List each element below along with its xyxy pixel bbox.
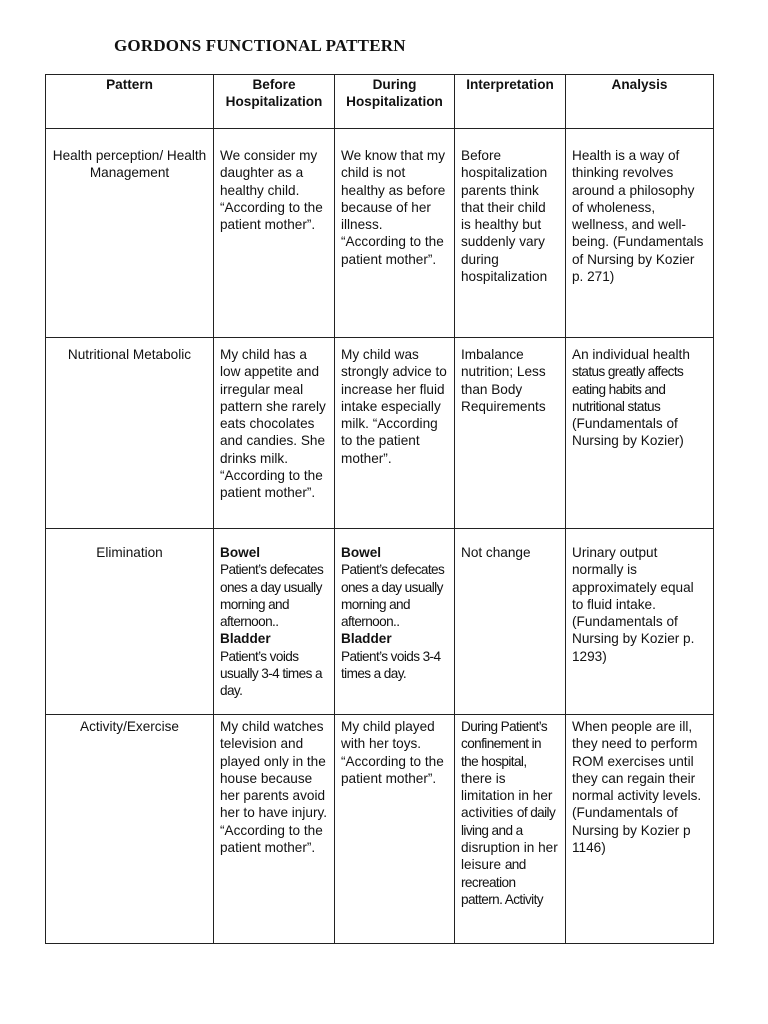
cell-during: We know that my child is not healthy as before because of her illness. “According to the patient mother”. [335,129,455,338]
document-title: GORDONS FUNCTIONAL PATTERN [114,36,406,55]
bladder-label: Bladder [220,631,271,647]
header-before-hospitalization: Before Hospitalization [214,75,335,129]
cell-pattern: Activity/Exercise [46,715,214,944]
cell-interpretation: Not change [455,529,566,715]
interpretation-text: of daily living and a [461,805,556,838]
header-during-hospitalization: During Hospitalization [335,75,455,129]
cell-before: My child has a low appetite and irregular meal pattern she rarely eats chocolates and candies. She drinks milk. “According to the patient mother”. [214,338,335,529]
table-header-row [46,75,714,129]
cell-pattern: Health perception/ Health Management [46,129,214,338]
bowel-text: Patient’s defecates ones a day usually morning and afternoon.. [341,562,445,630]
analysis-text: status greatly affects eating habits and nutritional status [572,364,684,414]
bladder-text: Patient’s voids usually 3-4 times a day. [220,648,322,699]
cell-analysis: When people are ill, they need to perform ROM exercises until they can regain their normal activity levels. (Fundamentals of Nursing by Kozier p 1146) [566,715,714,944]
cell-pattern: Elimination [46,529,214,715]
cell-during: My child was strongly advice to increase her fluid intake especially milk. “According to the patient mother”. [335,338,455,529]
cell-pattern: Nutritional Metabolic [46,338,214,529]
bladder-label: Bladder [341,631,392,647]
cell-analysis [566,338,714,529]
table-row [46,529,714,715]
interpretation-text: and recreation pattern. Activity [461,857,543,907]
bowel-text: Patient’s defecates ones a day usually morning and afternoon.. [220,562,324,630]
bowel-label: Bowel [341,545,382,560]
bladder-text: Patient’s voids 3-4 times a day. [341,648,441,682]
interpretation-text: disruption in her leisure [461,840,558,873]
cell-during: My child played with her toys. “According to the patient mother”. [335,715,455,944]
interpretation-text: During Patient’s [461,719,548,734]
cell-interpretation: Before hospitalization parents think that their child is healthy but suddenly vary during hospitalization [455,129,566,338]
cell-interpretation [455,715,566,944]
cell-during [335,529,455,715]
table-row [46,715,714,944]
cell-analysis: Urinary output normally is approximately equal to fluid intake. (Fundamentals of Nursing by Kozier p. 1293) [566,529,714,715]
functional-pattern-table [45,74,714,944]
interpretation-text: there is limitation in her activities [461,770,553,821]
interpretation-text: confinement in the hospital, [461,736,542,769]
analysis-text: (Fundamentals of Nursing by Kozier) [572,416,684,449]
cell-interpretation: Imbalance nutrition; Less than Body Requirements [455,338,566,529]
cell-before [214,529,335,715]
table-row [46,338,714,529]
bowel-label: Bowel [220,545,261,560]
analysis-text: An individual health [572,347,690,362]
cell-analysis: Health is a way of thinking revolves around a philosophy of wholeness, wellness, and well-being. (Fundamentals of Nursing by Kozier p. 271) [566,129,714,338]
header-analysis: Analysis [566,75,714,129]
table-row [46,129,714,338]
cell-before: We consider my daughter as a healthy child. “According to the patient mother”. [214,129,335,338]
cell-before: My child watches television and played only in the house because her parents avoid her to have injury. “According to the patient mother”. [214,715,335,944]
header-pattern: Pattern [46,75,214,129]
header-interpretation: Interpretation [455,75,566,129]
